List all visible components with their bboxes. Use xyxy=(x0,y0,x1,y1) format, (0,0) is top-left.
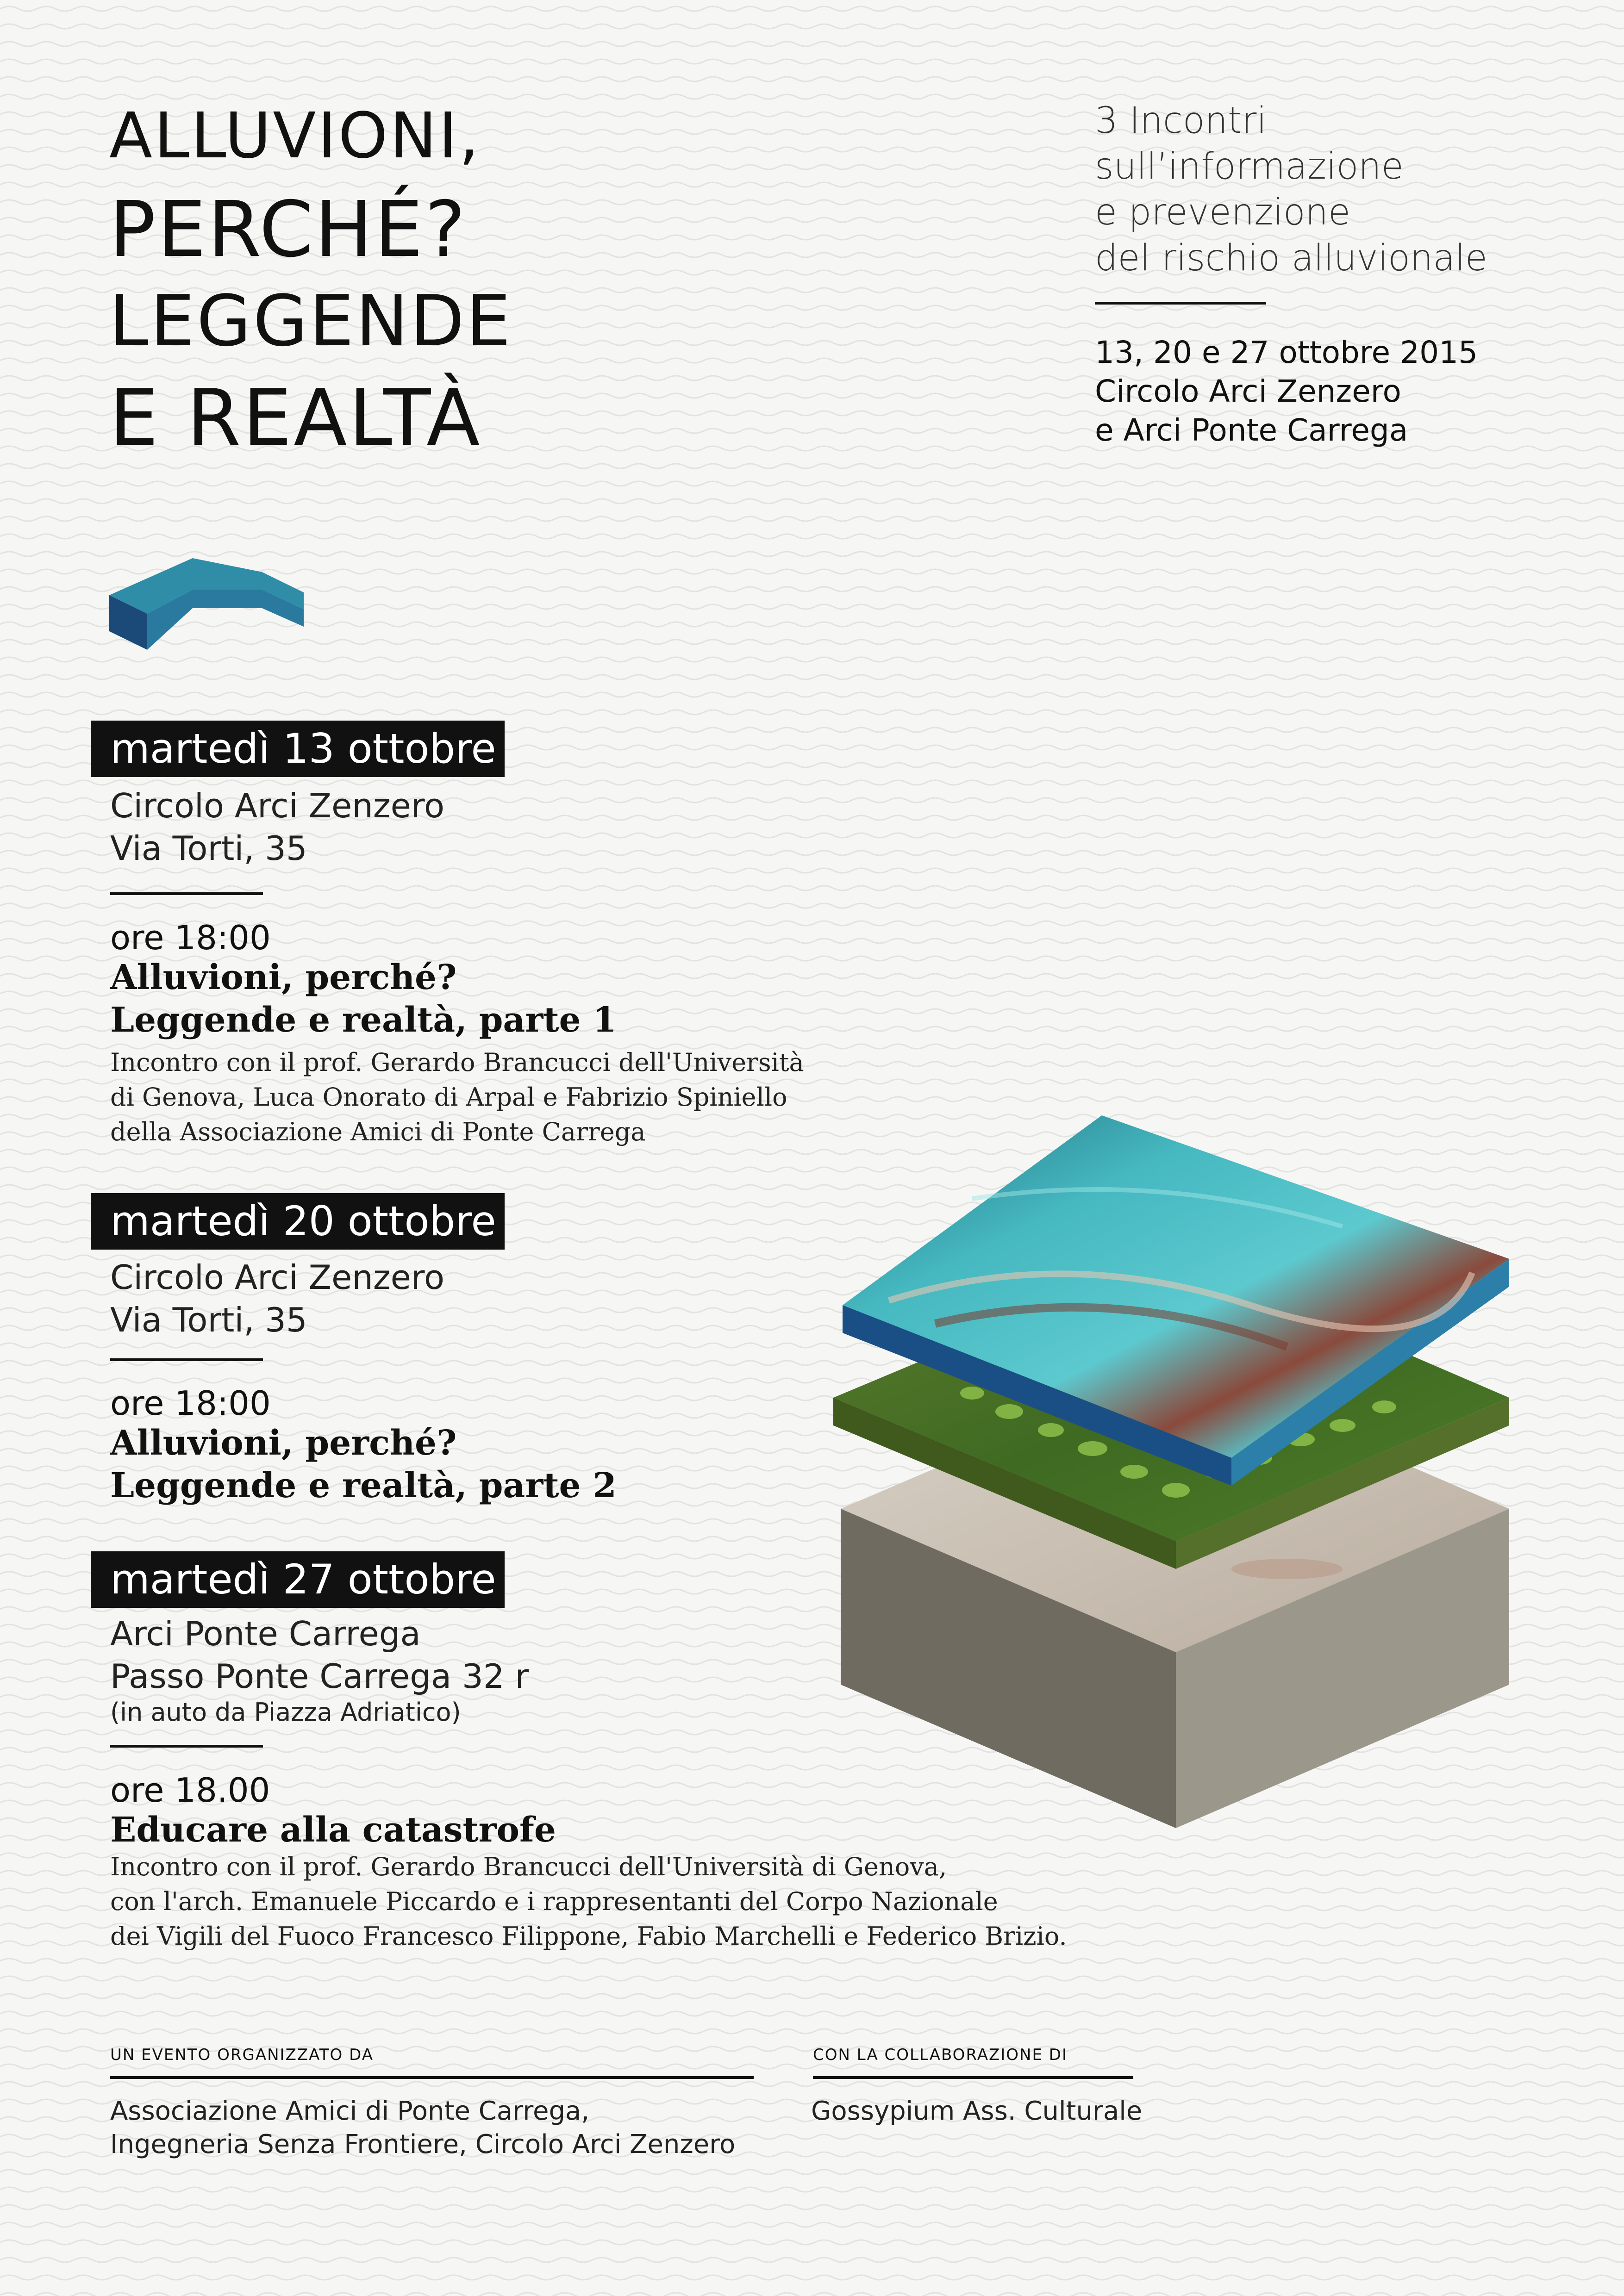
event-2-talk-title xyxy=(110,1422,617,1507)
collaboration-divider xyxy=(813,2076,1133,2079)
event-3-date-tag: martedì 27 ottobre xyxy=(91,1551,505,1608)
event-3-divider xyxy=(110,1745,263,1748)
intro-subtitle xyxy=(1095,98,1487,281)
event-2-venue-name: Circolo Arci Zenzero xyxy=(110,1258,445,1297)
organizers-label: UN EVENTO ORGANIZZATO DA xyxy=(110,2046,374,2064)
event-1-title-line-1: Alluvioni, perché? xyxy=(110,958,457,997)
organizers-line-2: Ingegneria Senza Frontiere, Circolo Arci Zenzero xyxy=(110,2129,736,2159)
intro-line: 3 Incontri xyxy=(1095,100,1267,142)
intro-dates: 13, 20 e 27 ottobre 2015 xyxy=(1095,335,1478,370)
intro-divider xyxy=(1095,302,1266,305)
event-3-venue-address: Passo Ponte Carrega 32 r xyxy=(110,1657,529,1696)
layered-terrain-illustration-icon xyxy=(833,1106,1518,1847)
event-1-venue-address: Via Torti, 35 xyxy=(110,829,307,868)
event-3-title-line-1: Educare alla catastrofe xyxy=(110,1810,556,1850)
event-2-title-line-2: Leggende e realtà, parte 2 xyxy=(110,1466,617,1506)
event-3-desc-line: Incontro con il prof. Gerardo Brancucci dell'Università di Genova, xyxy=(110,1852,947,1881)
event-1-desc-line: di Genova, Luca Onorato di Arpal e Fabrizio Spiniello xyxy=(110,1083,787,1112)
event-3-description xyxy=(110,1849,1067,1954)
event-3-venue-note: (in auto da Piazza Adriatico) xyxy=(110,1698,461,1727)
event-3-talk-title xyxy=(110,1809,556,1851)
intro-venue-1: Circolo Arci Zenzero xyxy=(1095,373,1401,409)
event-3-venue-name: Arci Ponte Carrega xyxy=(110,1614,421,1653)
title-line-4: E REALTÀ xyxy=(109,373,482,463)
event-1-date-tag: martedì 13 ottobre xyxy=(91,721,505,777)
title-line-2: PERCHÉ? xyxy=(109,185,468,274)
event-3-desc-line: con l'arch. Emanuele Piccardo e i rappresentanti del Corpo Nazionale xyxy=(110,1887,998,1916)
event-2-title-line-1: Alluvioni, perché? xyxy=(110,1423,457,1463)
intro-line: e prevenzione xyxy=(1095,192,1350,233)
event-2-time: ore 18:00 xyxy=(110,1384,271,1423)
river-shape-logo-icon xyxy=(109,554,313,655)
intro-line: del rischio alluvionale xyxy=(1095,237,1487,279)
organizers-divider xyxy=(110,2076,754,2079)
event-1-time: ore 18:00 xyxy=(110,918,271,957)
event-1-desc-line: Incontro con il prof. Gerardo Brancucci dell'Università xyxy=(110,1048,804,1077)
intro-venue-2: e Arci Ponte Carrega xyxy=(1095,412,1408,448)
event-1-venue-name: Circolo Arci Zenzero xyxy=(110,786,445,825)
event-1-desc-line: della Associazione Amici di Ponte Carrega xyxy=(110,1117,646,1146)
intro-dates-venues xyxy=(1095,333,1478,450)
event-2-date-tag: martedì 20 ottobre xyxy=(91,1193,505,1250)
title-line-3: LEGGENDE xyxy=(109,280,513,362)
intro-line: sull’informazione xyxy=(1095,146,1404,187)
event-3-time: ore 18.00 xyxy=(110,1771,270,1810)
event-2-venue xyxy=(110,1256,444,1341)
event-1-divider xyxy=(110,892,263,895)
event-2-venue-address: Via Torti, 35 xyxy=(110,1300,307,1339)
event-3-venue xyxy=(110,1612,529,1727)
event-3-desc-line: dei Vigili del Fuoco Francesco Filippone, Fabio Marchelli e Federico Brizio. xyxy=(110,1922,1067,1951)
collaboration-partner: Gossypium Ass. Culturale xyxy=(811,2096,1143,2126)
title-line-1: ALLUVIONI, xyxy=(109,100,481,173)
event-1-description xyxy=(110,1045,804,1149)
event-2-divider xyxy=(110,1358,263,1361)
organizers-list xyxy=(110,2095,735,2161)
event-1-title-line-2: Leggende e realtà, parte 1 xyxy=(110,1000,617,1040)
event-1-venue xyxy=(110,784,444,870)
collaboration-label: CON LA COLLABORAZIONE DI xyxy=(813,2046,1068,2064)
event-1-talk-title xyxy=(110,956,617,1041)
organizers-line-1: Associazione Amici di Ponte Carrega, xyxy=(110,2096,590,2126)
